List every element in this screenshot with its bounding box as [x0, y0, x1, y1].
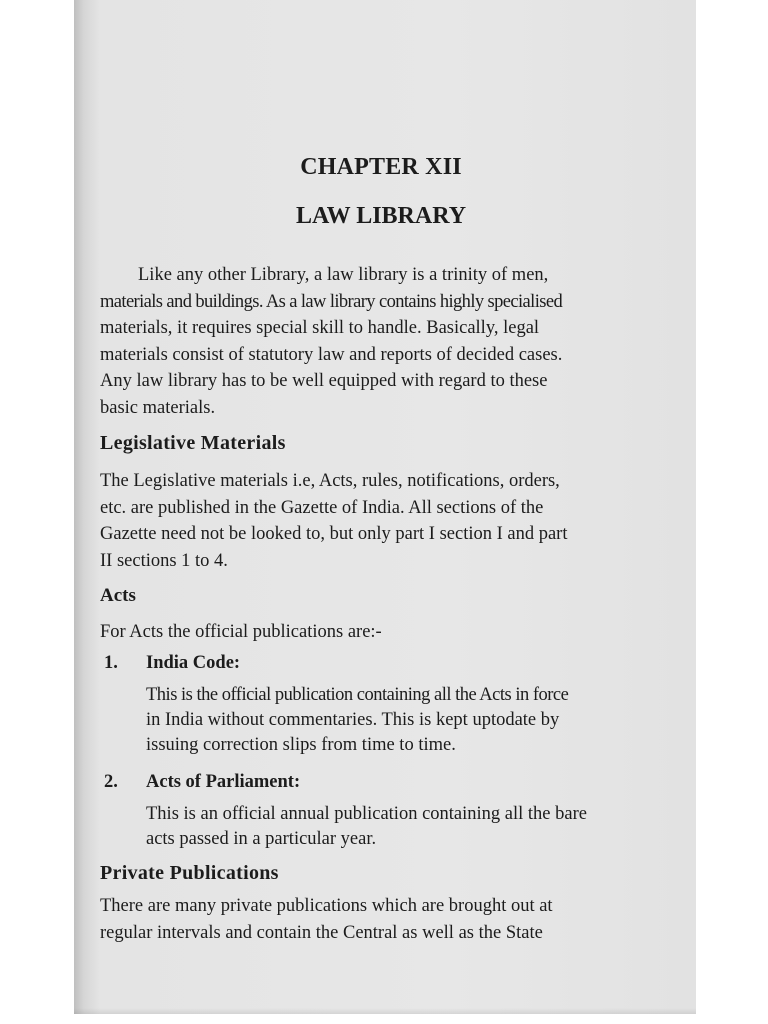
- book-page: [74, 0, 696, 1014]
- intro-line: Any law library has to be well equipped with regard to these: [100, 371, 548, 391]
- legislative-line: II sections 1 to 4.: [100, 550, 228, 571]
- private-paragraph: [100, 893, 656, 946]
- list-number: 2.: [104, 772, 118, 792]
- list-body: [146, 802, 646, 852]
- chapter-title: LAW LIBRARY: [295, 203, 467, 229]
- legislative-line: Gazette need not be looked to, but only part I section I and part: [100, 524, 568, 544]
- list-title: Acts of Parliament:: [146, 772, 301, 792]
- legislative-paragraph: [100, 468, 656, 574]
- list-body: [146, 683, 646, 758]
- list-body-line: issuing correction slips from time to time.: [146, 735, 456, 755]
- legislative-heading: Legislative Materials: [100, 432, 286, 454]
- chapter-number: CHAPTER XII: [300, 154, 462, 180]
- intro-line: materials consist of statutory law and reports of decided cases.: [100, 344, 563, 365]
- list-number: 1.: [104, 653, 118, 673]
- list-body-line: acts passed in a particular year.: [146, 829, 377, 849]
- legislative-line: etc. are published in the Gazette of India. All sections of the: [100, 497, 544, 518]
- intro-line: materials and buildings. As a law library contains highly specialised: [100, 291, 563, 312]
- intro-paragraph: [100, 262, 656, 421]
- intro-line: Like any other Library, a law library is a trinity of men,: [138, 265, 549, 285]
- page-content: [100, 0, 662, 1014]
- list-title: India Code:: [146, 653, 241, 673]
- list-body-line: in India without commentaries. This is kept uptodate by: [146, 710, 560, 730]
- list-body-line: This is an official annual publication containing all the bare: [146, 804, 587, 824]
- list-body-line: This is the official publication containing all the Acts in force: [146, 685, 569, 705]
- acts-heading: Acts: [100, 585, 136, 606]
- acts-intro: [100, 619, 656, 646]
- intro-line: basic materials.: [100, 397, 216, 418]
- private-line: regular intervals and contain the Central as well as the State: [100, 922, 543, 943]
- private-heading: Private Publications: [100, 862, 279, 884]
- intro-line: materials, it requires special skill to handle. Basically, legal: [100, 318, 540, 338]
- page-bottom-edge: [74, 1008, 696, 1014]
- acts-intro-line: For Acts the official publications are:-: [100, 622, 382, 642]
- legislative-line: The Legislative materials i.e, Acts, rules, notifications, orders,: [100, 471, 560, 491]
- private-line: There are many private publications which are brought out at: [100, 896, 553, 916]
